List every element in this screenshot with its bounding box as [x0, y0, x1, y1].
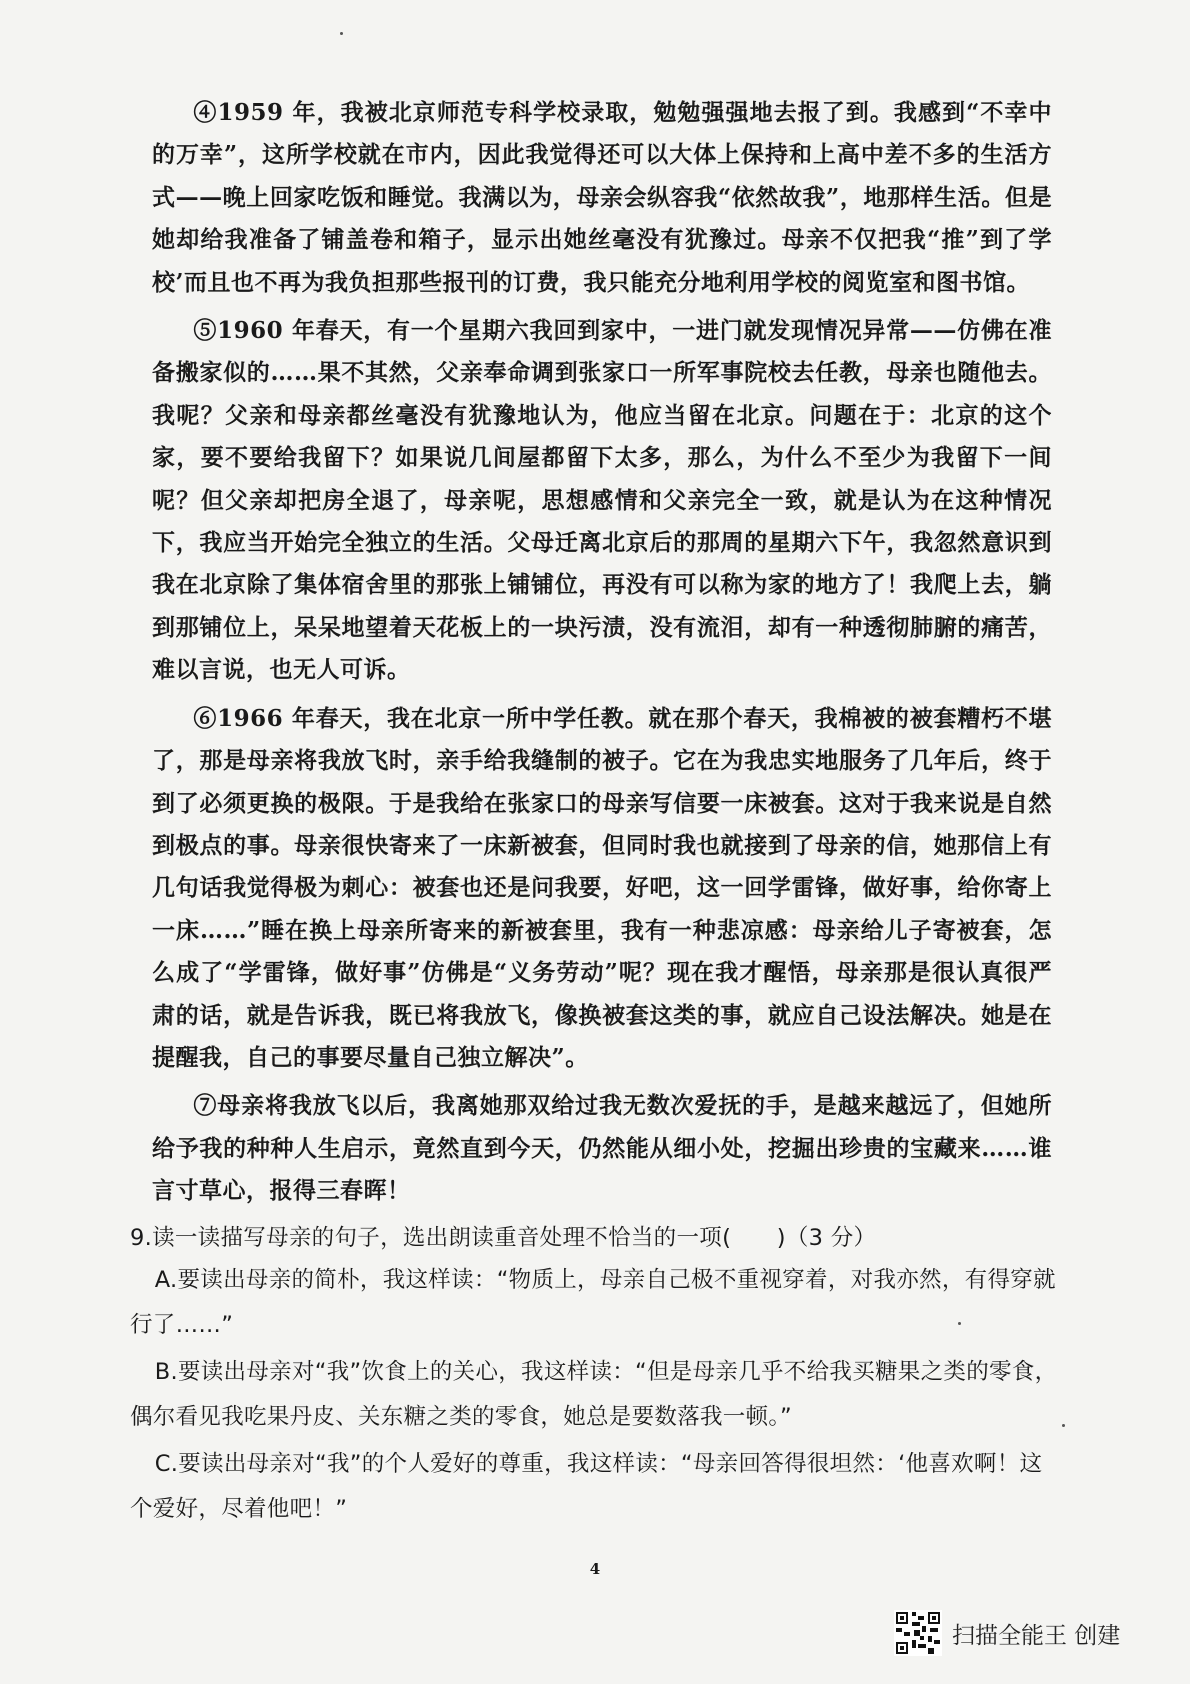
question-9 — [130, 1218, 1060, 1534]
paragraph-7: ⑦母亲将我放飞以后，我离她那双给过我无数次爱抚的手，是越来越远了，但她所给予我的种种人生启示，竟然直到今天，仍然能从细小处，挖掘出珍贵的宝藏来……谁言寸草心，报得三春晖！ — [152, 1092, 1052, 1205]
paragraph-5: ⑤1960 年春天，有一个星期六我回到家中，一进门就发现情况异常——仿佛在准备搬家似的……果不其然，父亲奉命调到张家口一所军事院校去任教，母亲也随他去。我呢？父亲和母亲都丝毫没有犹豫地认为，他应当留在北京。问题在于：北京的这个家，要不要给我留下？如果说几间屋都留下太多，那么，为什么不至少为我留下一间呢？但父亲却把房全退了，母亲呢，思想感情和父亲完全一致，就是认为在这种情况下，我应当开始完全独立的生活。父母迁离北京后的那周的星期六下午，我忽然意识到我在北京除了集体宿舍里的那张上铺铺位，再没有可以称为家的地方了！我爬上去，躺到那铺位上，呆呆地望着天花板上的一块污渍，没有流泪，却有一种透彻肺腑的痛苦，难以言说，也无人可诉。 — [152, 317, 1052, 684]
scanner-watermark — [894, 1608, 1154, 1658]
page-number: 4 — [589, 1560, 601, 1578]
option-b: B.要读出母亲对“我”饮食上的关心，我这样读：“但是母亲几乎不给我买糖果之类的零食，偶尔看见我吃果丹皮、关东糖之类的零食，她总是要数落我一顿。” — [130, 1359, 1058, 1430]
scan-speck — [340, 32, 343, 35]
paragraph-6: ⑥1966 年春天，我在北京一所中学任教。就在那个春天，我棉被的被套糟朽不堪了，那是母亲将我放飞时，亲手给我缝制的被子。它在为我忠实地服务了几年后，终于到了必须更换的极限。于是我给在张家口的母亲写信要一床被套。这对于我来说是自然到极点的事。母亲很快寄来了一床新被套，但同时我也就接到了母亲的信，她那信上有几句话我觉得极为刺心：被套也还是问我要，好吧，这一回学雷锋，做好事，给你寄上一床……”睡在换上母亲所寄来的新被套里，我有一种悲凉感：母亲给儿子寄被套，怎么成了“学雷锋，做好事”仿佛是“义务劳动”呢？现在我才醒悟，母亲那是很认真很严肃的话，就是告诉我，既已将我放飞，像换被套这类的事，就应自己设法解决。她是在提醒我，自己的事要尽量自己独立解决”。 — [152, 704, 1052, 1071]
qr-code-icon — [894, 1610, 942, 1656]
question-stem: 9.读一读描写母亲的句子，选出朗读重音处理不恰当的一项( )（3 分） — [130, 1225, 877, 1251]
watermark-text: 扫描全能王 创建 — [952, 1622, 1121, 1649]
paragraph-4: ④1959 年，我被北京师范专科学校录取，勉勉强强地去报了到。我感到“不幸中的万幸”，这所学校就在市内，因此我觉得还可以大体上保持和上高中差不多的生活方式——晚上回家吃饭和睡觉。我满以为，母亲会纵容我“依然故我”，地那样生活。但是她却给我准备了铺盖卷和箱子，显示出她丝毫没有犹豫过。母亲不仅把我“推”到了学校’而且也不再为我负担那些报刊的订费，我只能充分地利用学校的阅览室和图书馆。 — [152, 99, 1052, 296]
option-c: C.要读出母亲对“我”的个人爱好的尊重，我这样读：“母亲回答得很坦然：‘他喜欢啊！这个爱好，尽着他吧！” — [130, 1451, 1043, 1522]
scan-speck — [1062, 1424, 1065, 1427]
reading-passage — [152, 92, 1052, 1219]
option-a: A.要读出母亲的简朴，我这样读：“物质上，母亲自己极不重视穿着，对我亦然，有得穿就行了……” — [130, 1267, 1056, 1338]
